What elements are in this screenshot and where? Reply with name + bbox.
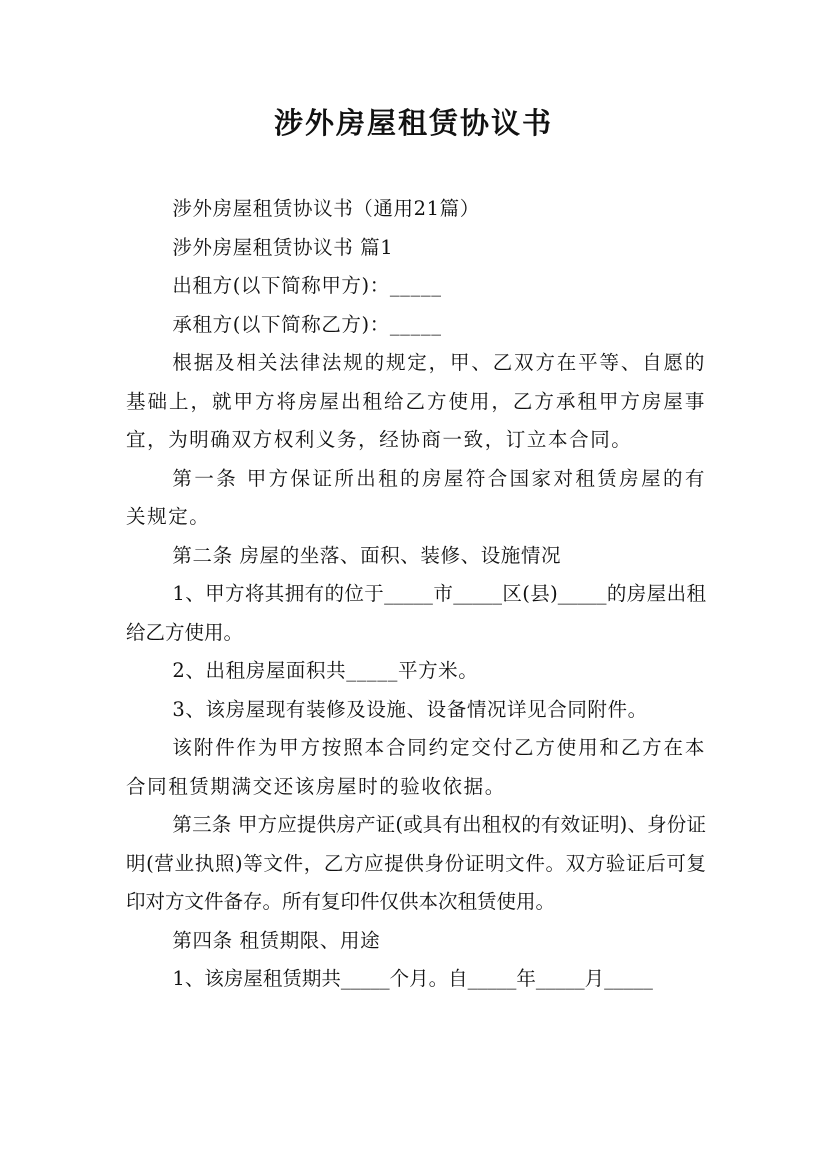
preamble-paragraph: 根据及相关法律法规的规定，甲、乙双方在平等、自愿的基础上，就甲方将房屋出租给乙方使用，乙方承租甲方房屋事宜，为明确双方权利义务，经协商一致，订立本合同。 [126,351,706,451]
article-2-item-3: 3、该房屋现有装修及设施、设备情况详见合同附件。 [172,697,648,721]
section-heading: 涉外房屋租赁协议书 篇1 [172,235,394,259]
document-body [126,190,706,999]
subtitle-paragraph: 涉外房屋租赁协议书（通用21篇） [172,197,480,220]
lessor-line: 出租方(以下简称甲方)：_____ [172,274,442,297]
document-title: 涉外房屋租赁协议书 [273,106,553,140]
article-4-item-1: 1、该房屋租赁期共_____个月。自_____年_____月_____ [172,967,653,990]
article-4-heading: 第四条 租赁期限、用途 [172,928,381,952]
attachment-paragraph: 该附件作为甲方按照本合同约定交付乙方使用和乙方在本合同租赁期满交还该房屋时的验收依据。 [126,736,706,798]
article-2-item-2: 2、出租房屋面积共_____平方米。 [172,659,479,682]
article-2-item-1: 1、甲方将其拥有的位于_____市_____区(县)_____的房屋出租给乙方使用。 [126,582,706,644]
article-3-paragraph: 第三条 甲方应提供房产证(或具有出租权的有效证明)、身份证明(营业执照)等文件，乙方应提供身份证明文件。双方验证后可复印对方文件备存。所有复印件仅供本次租赁使用。 [126,813,706,913]
article-2-heading: 第二条 房屋的坐落、面积、装修、设施情况 [172,543,562,567]
article-1-paragraph: 第一条 甲方保证所出租的房屋符合国家对租赁房屋的有关规定。 [126,466,706,528]
lessee-line: 承租方(以下简称乙方)：_____ [172,312,442,336]
